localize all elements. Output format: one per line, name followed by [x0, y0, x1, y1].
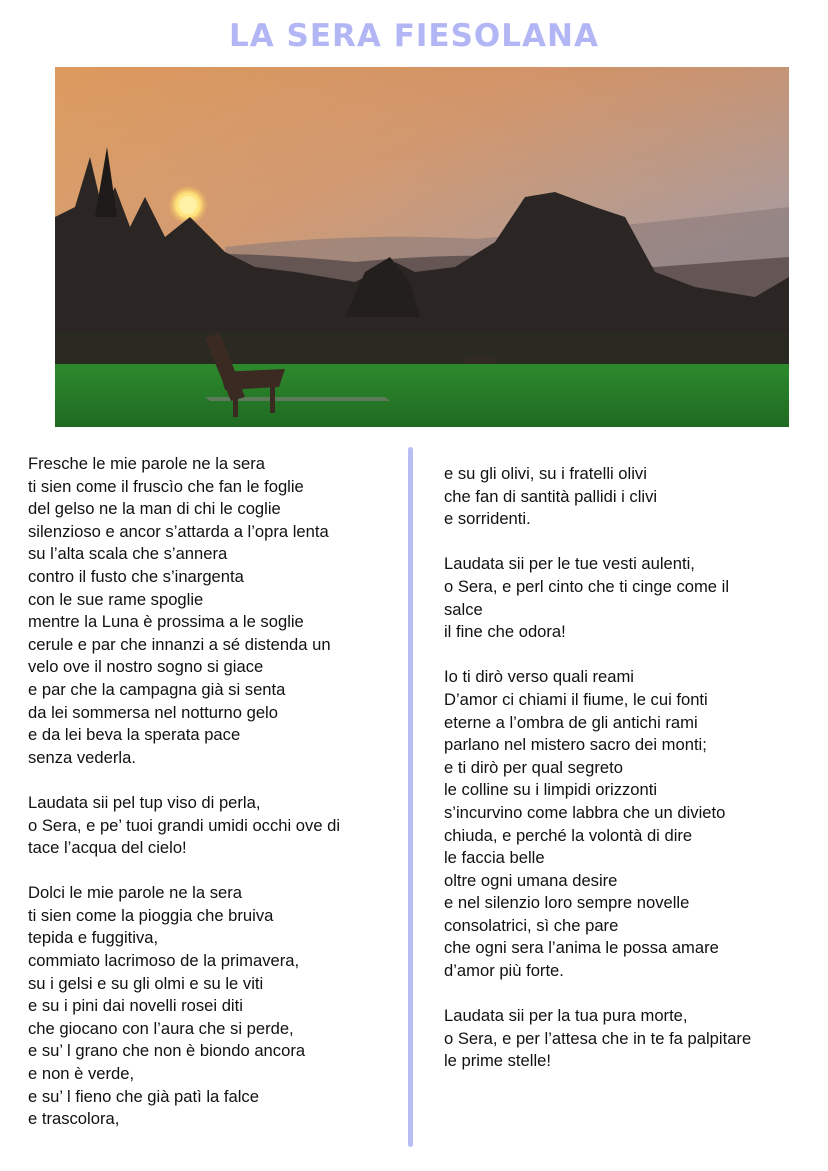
- poem-line: o Sera, e pe’ tuoi grandi umidi occhi ove di: [28, 815, 341, 835]
- poem-line: commiato lacrimoso de la primavera,: [28, 951, 300, 971]
- poem-line: Fresche le mie parole ne la sera: [28, 454, 266, 473]
- poem-line: mentre la Luna è prossima a le soglie: [28, 612, 304, 632]
- poem-line: del gelso ne la man di chi le coglie: [28, 499, 281, 519]
- poem-line: e nel silenzio loro sempre novelle: [444, 893, 690, 913]
- poem-line: tace l’acqua del cielo!: [28, 838, 187, 858]
- poem-line: che ogni sera l’anima le possa amare: [444, 938, 719, 958]
- poem-line: il fine che odora!: [444, 622, 566, 642]
- poem-line: e trascolora,: [28, 1109, 120, 1129]
- poem-line: e su’ l grano che non è biondo ancora: [28, 1041, 306, 1061]
- poem-line: eterne a l’ombra de gli antichi rami: [444, 712, 698, 732]
- sunset-landscape-photo: [55, 67, 789, 427]
- poem-stanza: [28, 882, 340, 1131]
- poem-stanza: [444, 553, 751, 643]
- poem-line: e su gli olivi, su i fratelli olivi: [444, 464, 647, 483]
- poem-line: chiuda, e perché la volontà di dire: [444, 825, 693, 845]
- poem-line: che fan di santità pallidi i clivi: [444, 486, 658, 506]
- poem-line: velo ove il nostro sogno si giace: [28, 657, 264, 677]
- poem-line: le faccia belle: [444, 848, 545, 868]
- poem-line: D’amor ci chiami il fiume, le cui fonti: [444, 689, 708, 709]
- poem-line: cerule e par che innanzi a sé distenda un: [28, 634, 331, 654]
- poem-line: s’incurvino come labbra che un divieto: [444, 802, 726, 822]
- poem-line: e par che la campagna già si senta: [28, 679, 286, 699]
- poem-line: su i gelsi e su gli olmi e su le viti: [28, 973, 264, 993]
- poem-line: e da lei beva la sperata pace: [28, 725, 241, 745]
- poem-line: contro il fusto che s’inargenta: [28, 566, 244, 586]
- poem-line: salce: [444, 599, 483, 619]
- poem-line: e su i pini dai novelli rosei diti: [28, 996, 243, 1016]
- poem-line: Laudata sii per la tua pura morte,: [444, 1006, 688, 1026]
- poem-line: Dolci le mie parole ne la sera: [28, 883, 242, 903]
- poem-line: d’amor più forte.: [444, 961, 564, 981]
- poem-left-column: [28, 453, 340, 1153]
- poem-line: Laudata sii pel tup viso di perla,: [28, 792, 261, 812]
- poem-stanza: [28, 792, 340, 860]
- poem-line: le colline su i limpidi orizzonti: [444, 780, 658, 800]
- poem-line: o Sera, e perl cinto che ti cinge come il: [444, 576, 730, 596]
- poem-line: Laudata sii per le tue vesti aulenti,: [444, 554, 695, 574]
- poem-line: e ti dirò per qual segreto: [444, 757, 623, 777]
- poem-stanza: [28, 453, 340, 769]
- poem-line: consolatrici, sì che pare: [444, 915, 619, 935]
- poem-line: senza vederla.: [28, 747, 136, 767]
- column-divider: [408, 447, 413, 1147]
- poem-line: che giocano con l’aura che si perde,: [28, 1018, 294, 1038]
- poem-line: con le sue rame spoglie: [28, 589, 204, 609]
- poem-line: oltre ogni umana desire: [444, 870, 618, 890]
- poem-line: o Sera, e per l’attesa che in te fa palpitare: [444, 1028, 752, 1048]
- poem-line: su l’alta scala che s’annera: [28, 544, 228, 564]
- poem-line: silenzioso e ancor s’attarda a l’opra lenta: [28, 521, 329, 541]
- poem-line: e non è verde,: [28, 1064, 135, 1084]
- poem-line: ti sien come la pioggia che bruiva: [28, 905, 274, 925]
- poem-line: parlano nel mistero sacro dei monti;: [444, 735, 707, 755]
- poem-right-column: [444, 463, 751, 1096]
- poem-stanza: [444, 463, 751, 531]
- poem-line: tepida e fuggitiva,: [28, 928, 159, 948]
- poem-line: e su’ l fieno che già patì la falce: [28, 1086, 259, 1106]
- poem-stanza: [444, 1005, 751, 1073]
- poem-line: ti sien come il fruscìo che fan le foglie: [28, 476, 304, 496]
- poem-line: le prime stelle!: [444, 1051, 551, 1071]
- poem-line: da lei sommersa nel notturno gelo: [28, 702, 278, 722]
- poem-line: e sorridenti.: [444, 509, 531, 529]
- page-title: LA SERA FIESOLANA: [229, 18, 599, 54]
- poem-stanza: [444, 666, 751, 982]
- poem-line: Io ti dirò verso quali reami: [444, 667, 634, 687]
